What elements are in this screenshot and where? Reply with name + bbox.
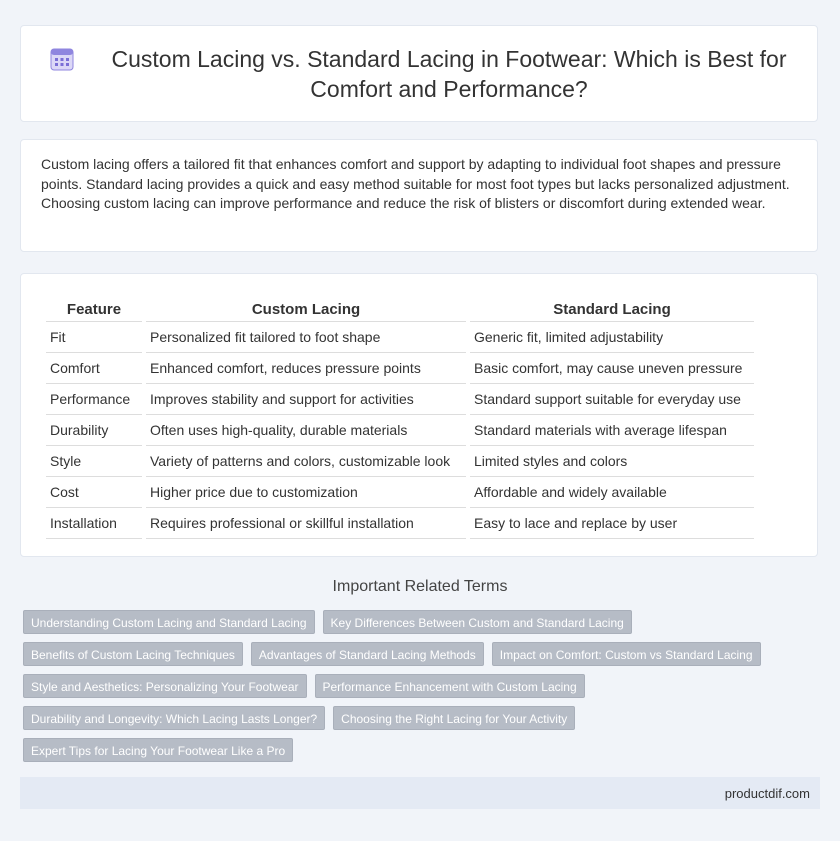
related-terms-row <box>23 642 813 666</box>
table-cell: Comfort <box>46 353 142 384</box>
related-term-tag[interactable]: Performance Enhancement with Custom Lacing <box>315 674 585 698</box>
comparison-card <box>20 273 818 557</box>
table-cell: Basic comfort, may cause uneven pressure <box>470 353 754 384</box>
page-title <box>91 44 807 104</box>
table-header-row <box>46 295 754 322</box>
table-cell: Fit <box>46 322 142 353</box>
intro-text: Custom lacing offers a tailored fit that enhances comfort and support by adapting to individual foot shapes and pressure points. Standard lacing provides a quick and easy method suitable for most foot types but lacks personalized adjustment. Choosing custom lacing can improve performance and reduce the risk of blisters or discomfort during extended wear. <box>41 156 790 211</box>
footer-site[interactable]: productdif.com <box>724 786 810 801</box>
related-term-tag[interactable]: Advantages of Standard Lacing Methods <box>251 642 484 666</box>
table-cell: Standard support suitable for everyday use <box>470 384 754 415</box>
related-term-tag[interactable]: Impact on Comfort: Custom vs Standard Lacing <box>492 642 761 666</box>
table-row <box>46 384 754 415</box>
table-row <box>46 353 754 384</box>
intro-card <box>20 139 818 252</box>
column-header: Standard Lacing <box>470 295 754 322</box>
table-cell: Variety of patterns and colors, customizable look <box>146 446 466 477</box>
table-cell: Generic fit, limited adjustability <box>470 322 754 353</box>
table-cell: Requires professional or skillful installation <box>146 508 466 539</box>
column-header: Feature <box>46 295 142 322</box>
table-cell: Performance <box>46 384 142 415</box>
table-row <box>46 415 754 446</box>
related-term-tag[interactable]: Key Differences Between Custom and Standard Lacing <box>323 610 632 634</box>
table-cell: Durability <box>46 415 142 446</box>
table-cell: Enhanced comfort, reduces pressure points <box>146 353 466 384</box>
table-row <box>46 322 754 353</box>
related-terms-row <box>23 706 813 730</box>
table-cell: Improves stability and support for activities <box>146 384 466 415</box>
calendar-icon <box>49 46 75 72</box>
table-cell: Installation <box>46 508 142 539</box>
table-row <box>46 477 754 508</box>
table-cell: Limited styles and colors <box>470 446 754 477</box>
related-term-tag[interactable]: Understanding Custom Lacing and Standard Lacing <box>23 610 315 634</box>
related-term-tag[interactable]: Durability and Longevity: Which Lacing Lasts Longer? <box>23 706 325 730</box>
related-term-tag[interactable]: Expert Tips for Lacing Your Footwear Like a Pro <box>23 738 293 762</box>
related-term-tag[interactable]: Style and Aesthetics: Personalizing Your Footwear <box>23 674 307 698</box>
table-cell: Cost <box>46 477 142 508</box>
table-row <box>46 508 754 539</box>
table-cell: Often uses high-quality, durable materials <box>146 415 466 446</box>
header-card <box>20 25 818 122</box>
related-terms-list <box>23 610 813 770</box>
table-cell: Standard materials with average lifespan <box>470 415 754 446</box>
table-cell: Personalized fit tailored to foot shape <box>146 322 466 353</box>
table-cell: Easy to lace and replace by user <box>470 508 754 539</box>
related-terms-title: Important Related Terms <box>332 578 508 595</box>
footer <box>20 777 820 809</box>
related-term-tag[interactable]: Choosing the Right Lacing for Your Activity <box>333 706 575 730</box>
table-cell: Style <box>46 446 142 477</box>
related-term-tag[interactable]: Benefits of Custom Lacing Techniques <box>23 642 243 666</box>
related-terms-row <box>23 674 813 698</box>
title-line-1: Custom Lacing vs. Standard Lacing in Footwear: Which is Best for <box>111 46 787 72</box>
related-terms-row <box>23 738 813 762</box>
column-header: Custom Lacing <box>146 295 466 322</box>
table-row <box>46 446 754 477</box>
title-line-2: Comfort and Performance? <box>310 76 588 102</box>
related-terms-row <box>23 610 813 634</box>
comparison-table <box>42 295 758 539</box>
table-cell: Higher price due to customization <box>146 477 466 508</box>
table-cell: Affordable and widely available <box>470 477 754 508</box>
